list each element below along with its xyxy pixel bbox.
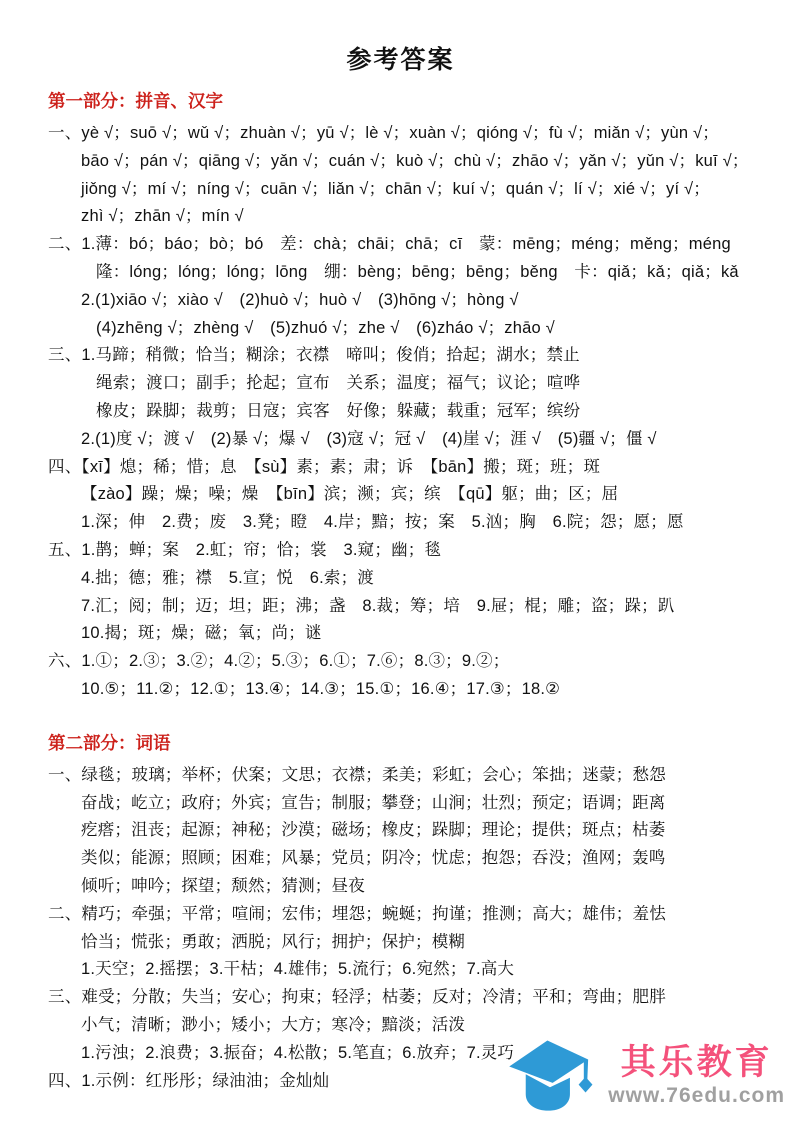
brand-url: www.76edu.com <box>608 1083 785 1107</box>
text-line: 2.(1)xiāo √；xiào √ (2)huò √；huò √ (3)hōng √；hòng √ <box>81 290 519 309</box>
text-line: 二、精巧；牵强；平常；喧闹；宏伟；埋怨；蜿蜒；拘谨；推测；高大；雄伟；羞怯 <box>48 904 666 923</box>
text-line: 二、1.薄：bó；báo；bò；bó 差：chà；chāi；chā；cī 蒙：mēng；méng；měng；méng <box>48 235 731 254</box>
text-line: 三、1.马蹄；稍微；恰当；糊涂；衣襟 啼叫；俊俏；拾起；湖水；禁止 <box>48 346 580 365</box>
text-line: 三、难受；分散；失当；安心；拘束；轻浮；枯萎；反对；冷清；平和；弯曲；肥胖 <box>48 988 666 1007</box>
graduation-cap-icon <box>498 1036 602 1116</box>
section-lines <box>48 120 753 704</box>
text-line: 一、yè √；suō √；wǔ √；zhuàn √；yū √；lè √；xuàn √；qióng √；fù √；miǎn √；yùn √； <box>48 124 719 142</box>
text-line: 类似；能源；照顾；困难；风暴；党员；阴冷；忧虑；抱怨；吞没；渔网；轰鸣 <box>81 849 666 868</box>
text-line: 2.(1)度 √；渡 √ (2)暴 √；爆 √ (3)寇 √；冠 √ (4)崖 √；涯 √ (5)疆 √；僵 √ <box>81 429 657 448</box>
brand-name: 其乐教育 <box>620 1043 773 1083</box>
text-line: 7.汇；阅；制；迈；坦；距；沸；盏 8.裁；筹；培 9.屉；棍；雕；盗；跺；趴 <box>81 596 675 615</box>
text-line: 六、1.①；2.③；3.②；4.②；5.③；6.①；7.⑥；8.③；9.②； <box>48 652 510 671</box>
text-line: 4.拙；德；雅；襟 5.宣；悦 6.索；渡 <box>81 568 374 587</box>
page-title: 参考答案 <box>346 46 455 74</box>
text-line: zhì √；zhān √；mín √ <box>81 207 244 226</box>
section-heading: 第一部分：拼音、汉字 <box>48 91 223 111</box>
text-line: (4)zhēng √；zhèng √ (5)zhuó √；zhe √ (6)zháo √；zhāo √ <box>96 318 555 337</box>
text-line: 绳索；渡口；副手；抡起；宣布 关系；温度；福气；议论；喧哗 <box>96 374 581 393</box>
text-line: 小气；清晰；渺小；矮小；大方；寒冷；黯淡；活泼 <box>81 1015 466 1034</box>
text-line: 四、【xī】熄；稀；惜；息 【sù】素；素；肃；诉 【bān】搬；斑；班；斑 <box>48 457 601 476</box>
text-line: 恰当；慌张；勇敢；洒脱；风行；拥护；保护；模糊 <box>81 932 466 951</box>
text-line: 倾听；呻吟；探望；颓然；猜测；昼夜 <box>81 876 365 895</box>
text-line: 橡皮；跺脚；裁剪；日寇；宾客 好像；躲藏；载重；冠军；缤纷 <box>96 401 581 420</box>
text-line: 10.⑤；11.②；12.①；13.④；14.③；15.①；16.④；17.③；18.② <box>81 679 561 698</box>
text-line: 五、1.鹊；蝉；案 2.虹；帘；恰；裳 3.窥；幽；毯 <box>48 540 442 559</box>
text-line: 疙瘩；沮丧；起源；神秘；沙漠；磁场；橡皮；跺脚；理论；提供；斑点；枯萎 <box>81 821 666 840</box>
text-line: 四、1.示例：红彤彤；绿油油；金灿灿 <box>48 1071 330 1090</box>
brand-text-block <box>608 1044 785 1108</box>
text-line: bāo √；pán √；qiāng √；yǎn √；cuán √；kuò √；chù √；zhāo √；yǎn √；yǔn √；kuī √； <box>81 151 749 170</box>
section-pinyin-hanzi <box>48 88 753 704</box>
text-line: jiǒng √；mí √；níng √；cuān √；liǎn √；chān √；kuí √；quán √；lí √；xié √；yí √； <box>81 179 710 198</box>
text-line: 【zào】躁；燥；噪；燥 【bīn】滨；濒；宾；缤 【qū】躯；曲；区；屈 <box>81 485 619 504</box>
text-line: 1.天空；2.摇摆；3.干枯；4.雄伟；5.流行；6.宛然；7.高大 <box>81 960 515 979</box>
text-line: 隆：lóng；lóng；lóng；lōng 绷：bèng；bēng；bēng；běng 卡：qiǎ；kǎ；qiǎ；kǎ <box>96 262 739 281</box>
brand-logo <box>498 1036 785 1116</box>
section-heading: 第二部分：词语 <box>48 732 171 753</box>
text-line: 10.揭；斑；燥；磁；氧；尚；谜 <box>81 624 322 643</box>
text-line: 1.深；伸 2.费；废 3.凳；瞪 4.岸；黯；按；案 5.汹；胸 6.院；怨；愿；愿 <box>81 513 684 532</box>
text-line: 一、绿毯；玻璃；举杯；伏案；文思；衣襟；柔美；彩虹；会心；笨拙；迷蒙；愁怨 <box>48 765 666 784</box>
text-line: 1.污浊；2.浪费；3.振奋；4.松散；5.笔直；6.放弃；7.灵巧 <box>81 1043 515 1062</box>
text-line: 奋战；屹立；政府；外宾；宣告；制服；攀登；山涧；壮烈；预定；语调；距离 <box>81 793 666 812</box>
